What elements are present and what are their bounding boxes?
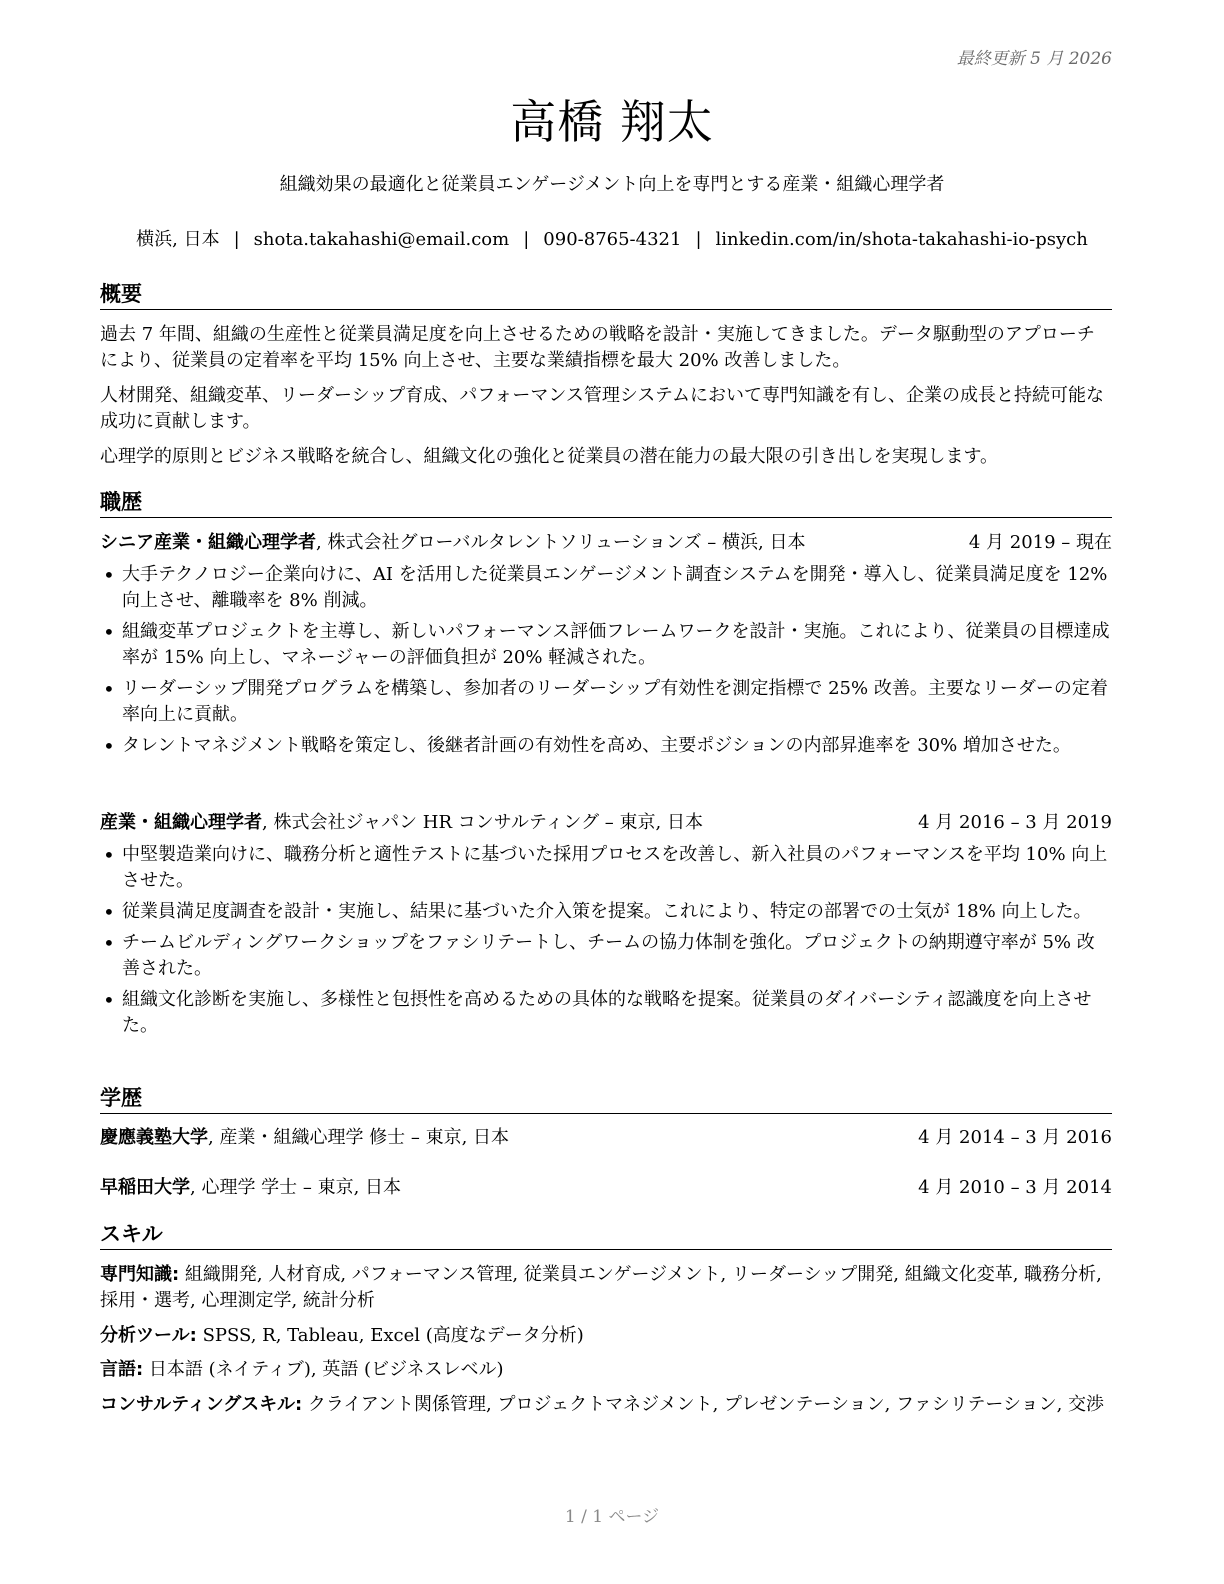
separator: | [233,229,240,250]
skill-label: 言語: [100,1359,144,1380]
job-company: , 株式会社グローバルタレントソリューションズ – 横浜, 日本 [316,532,806,553]
education-item [100,1176,1112,1200]
separator: | [695,229,702,250]
list-item: • 従業員満足度調査を設計・実施し、結果に基づいた介入策を提案。これにより、特定の部署での士気が 18% 向上した。 [100,899,1112,925]
list-item: • リーダーシップ開発プログラムを構築し、参加者のリーダーシップ有効性を測定指標で 25% 改善。主要なリーダーの定着率向上に貢献。 [100,676,1112,728]
skill-value: 日本語 (ネイティブ), 英語 (ビジネスレベル) [143,1359,504,1380]
skill-label: 分析ツール: [100,1325,197,1346]
education-dates: 4 月 2010 – 3 月 2014 [918,1177,1112,1198]
job-role: シニア産業・組織心理学者 [100,532,316,553]
skill-row [100,1323,1112,1349]
phone: 090-8765-4321 [543,229,682,250]
list-item: • 中堅製造業向けに、職務分析と適性テストに基づいた採用プロセスを改善し、新入社員のパフォーマンスを平均 10% 向上させた。 [100,842,1112,894]
linkedin-link[interactable]: linkedin.com/in/shota-takahashi-io-psych [715,229,1088,250]
school-name: 早稲田大学 [100,1177,190,1198]
skill-row [100,1357,1112,1383]
skill-label: 専門知識: [100,1264,180,1285]
summary-paragraph: 心理学的原則とビジネス戦略を統合し、組織文化の強化と従業員の潜在能力の最大限の引き出しを実現します。 [100,446,999,467]
school-name: 慶應義塾大学 [100,1127,208,1148]
education-dates: 4 月 2014 – 3 月 2016 [918,1127,1112,1148]
list-item: • 組織変革プロジェクトを主導し、新しいパフォーマンス評価フレームワークを設計・実施。これにより、従業員の目標達成率が 15% 向上し、マネージャーの評価負担が 20% 軽減された。 [100,619,1112,671]
email-link[interactable]: shota.takahashi@email.com [253,229,510,250]
degree-detail: , 産業・組織心理学 修士 – 東京, 日本 [208,1127,510,1148]
skill-value: SPSS, R, Tableau, Excel (高度なデータ分析) [196,1325,584,1346]
job-dates: 4 月 2016 – 3 月 2019 [918,812,1112,833]
section-title-education: 学歴 [100,1082,1112,1114]
section-title-skills: スキル [100,1218,1112,1250]
list-item: • 組織文化診断を実施し、多様性と包摂性を高めるための具体的な戦略を提案。従業員のダイバーシティ認識度を向上させた。 [100,987,1112,1039]
last-updated: 最終更新 5 月 2026 [956,49,1112,69]
list-item: • チームビルディングワークショップをファシリテートし、チームの協力体制を強化。プロジェクトの納期遵守率が 5% 改善された。 [100,930,1112,982]
job-header [100,811,1112,835]
degree-detail: , 心理学 学士 – 東京, 日本 [190,1177,402,1198]
job-header [100,531,1112,555]
page-number: 1 / 1 ページ [564,1507,660,1527]
summary-paragraph: 過去 7 年間、組織の生産性と従業員満足度を向上させるための戦略を設計・実施してきました。データ駆動型のアプローチにより、従業員の定着率を平均 15% 向上させ、主要な業績指標を最大 20% 改善しました。 [100,324,1095,371]
section-title-summary: 概要 [100,278,1112,310]
job-role: 産業・組織心理学者 [100,812,262,833]
summary-paragraph: 人材開発、組織変革、リーダーシップ育成、パフォーマンス管理システムにおいて専門知識を有し、企業の成長と持続可能な成功に貢献します。 [100,385,1105,432]
job-bullets [100,842,1112,1044]
contact-line [0,225,1224,251]
job-bullets [100,562,1112,764]
skill-label: コンサルティングスキル: [100,1394,303,1415]
job-company: , 株式会社ジャパン HR コンサルティング – 東京, 日本 [262,812,703,833]
skill-value: クライアント関係管理, プロジェクトマネジメント, プレゼンテーション, ファシリテーション, 交渉 [302,1394,1105,1415]
list-item: • タレントマネジメント戦略を策定し、後継者計画の有効性を高め、主要ポジションの内部昇進率を 30% 増加させた。 [100,733,1112,759]
candidate-name: 高橋 翔太 [510,95,714,149]
job-dates: 4 月 2019 – 現在 [968,532,1112,553]
skill-row [100,1392,1112,1418]
list-item: • 大手テクノロジー企業向けに、AI を活用した従業員エンゲージメント調査システムを開発・導入し、従業員満足度を 12% 向上させ、離職率を 8% 削減。 [100,562,1112,614]
skill-row [100,1262,1112,1314]
tagline: 組織効果の最適化と従業員エンゲージメント向上を専門とする産業・組織心理学者 [279,174,945,195]
section-title-experience: 職歴 [100,486,1112,518]
location: 横浜, 日本 [136,229,220,250]
skill-value: 組織開発, 人材育成, パフォーマンス管理, 従業員エンゲージメント, リーダーシップ開発, 組織文化変革, 職務分析, 採用・選考, 心理測定学, 統計分析 [100,1264,1102,1311]
separator: | [523,229,530,250]
education-item [100,1126,1112,1150]
